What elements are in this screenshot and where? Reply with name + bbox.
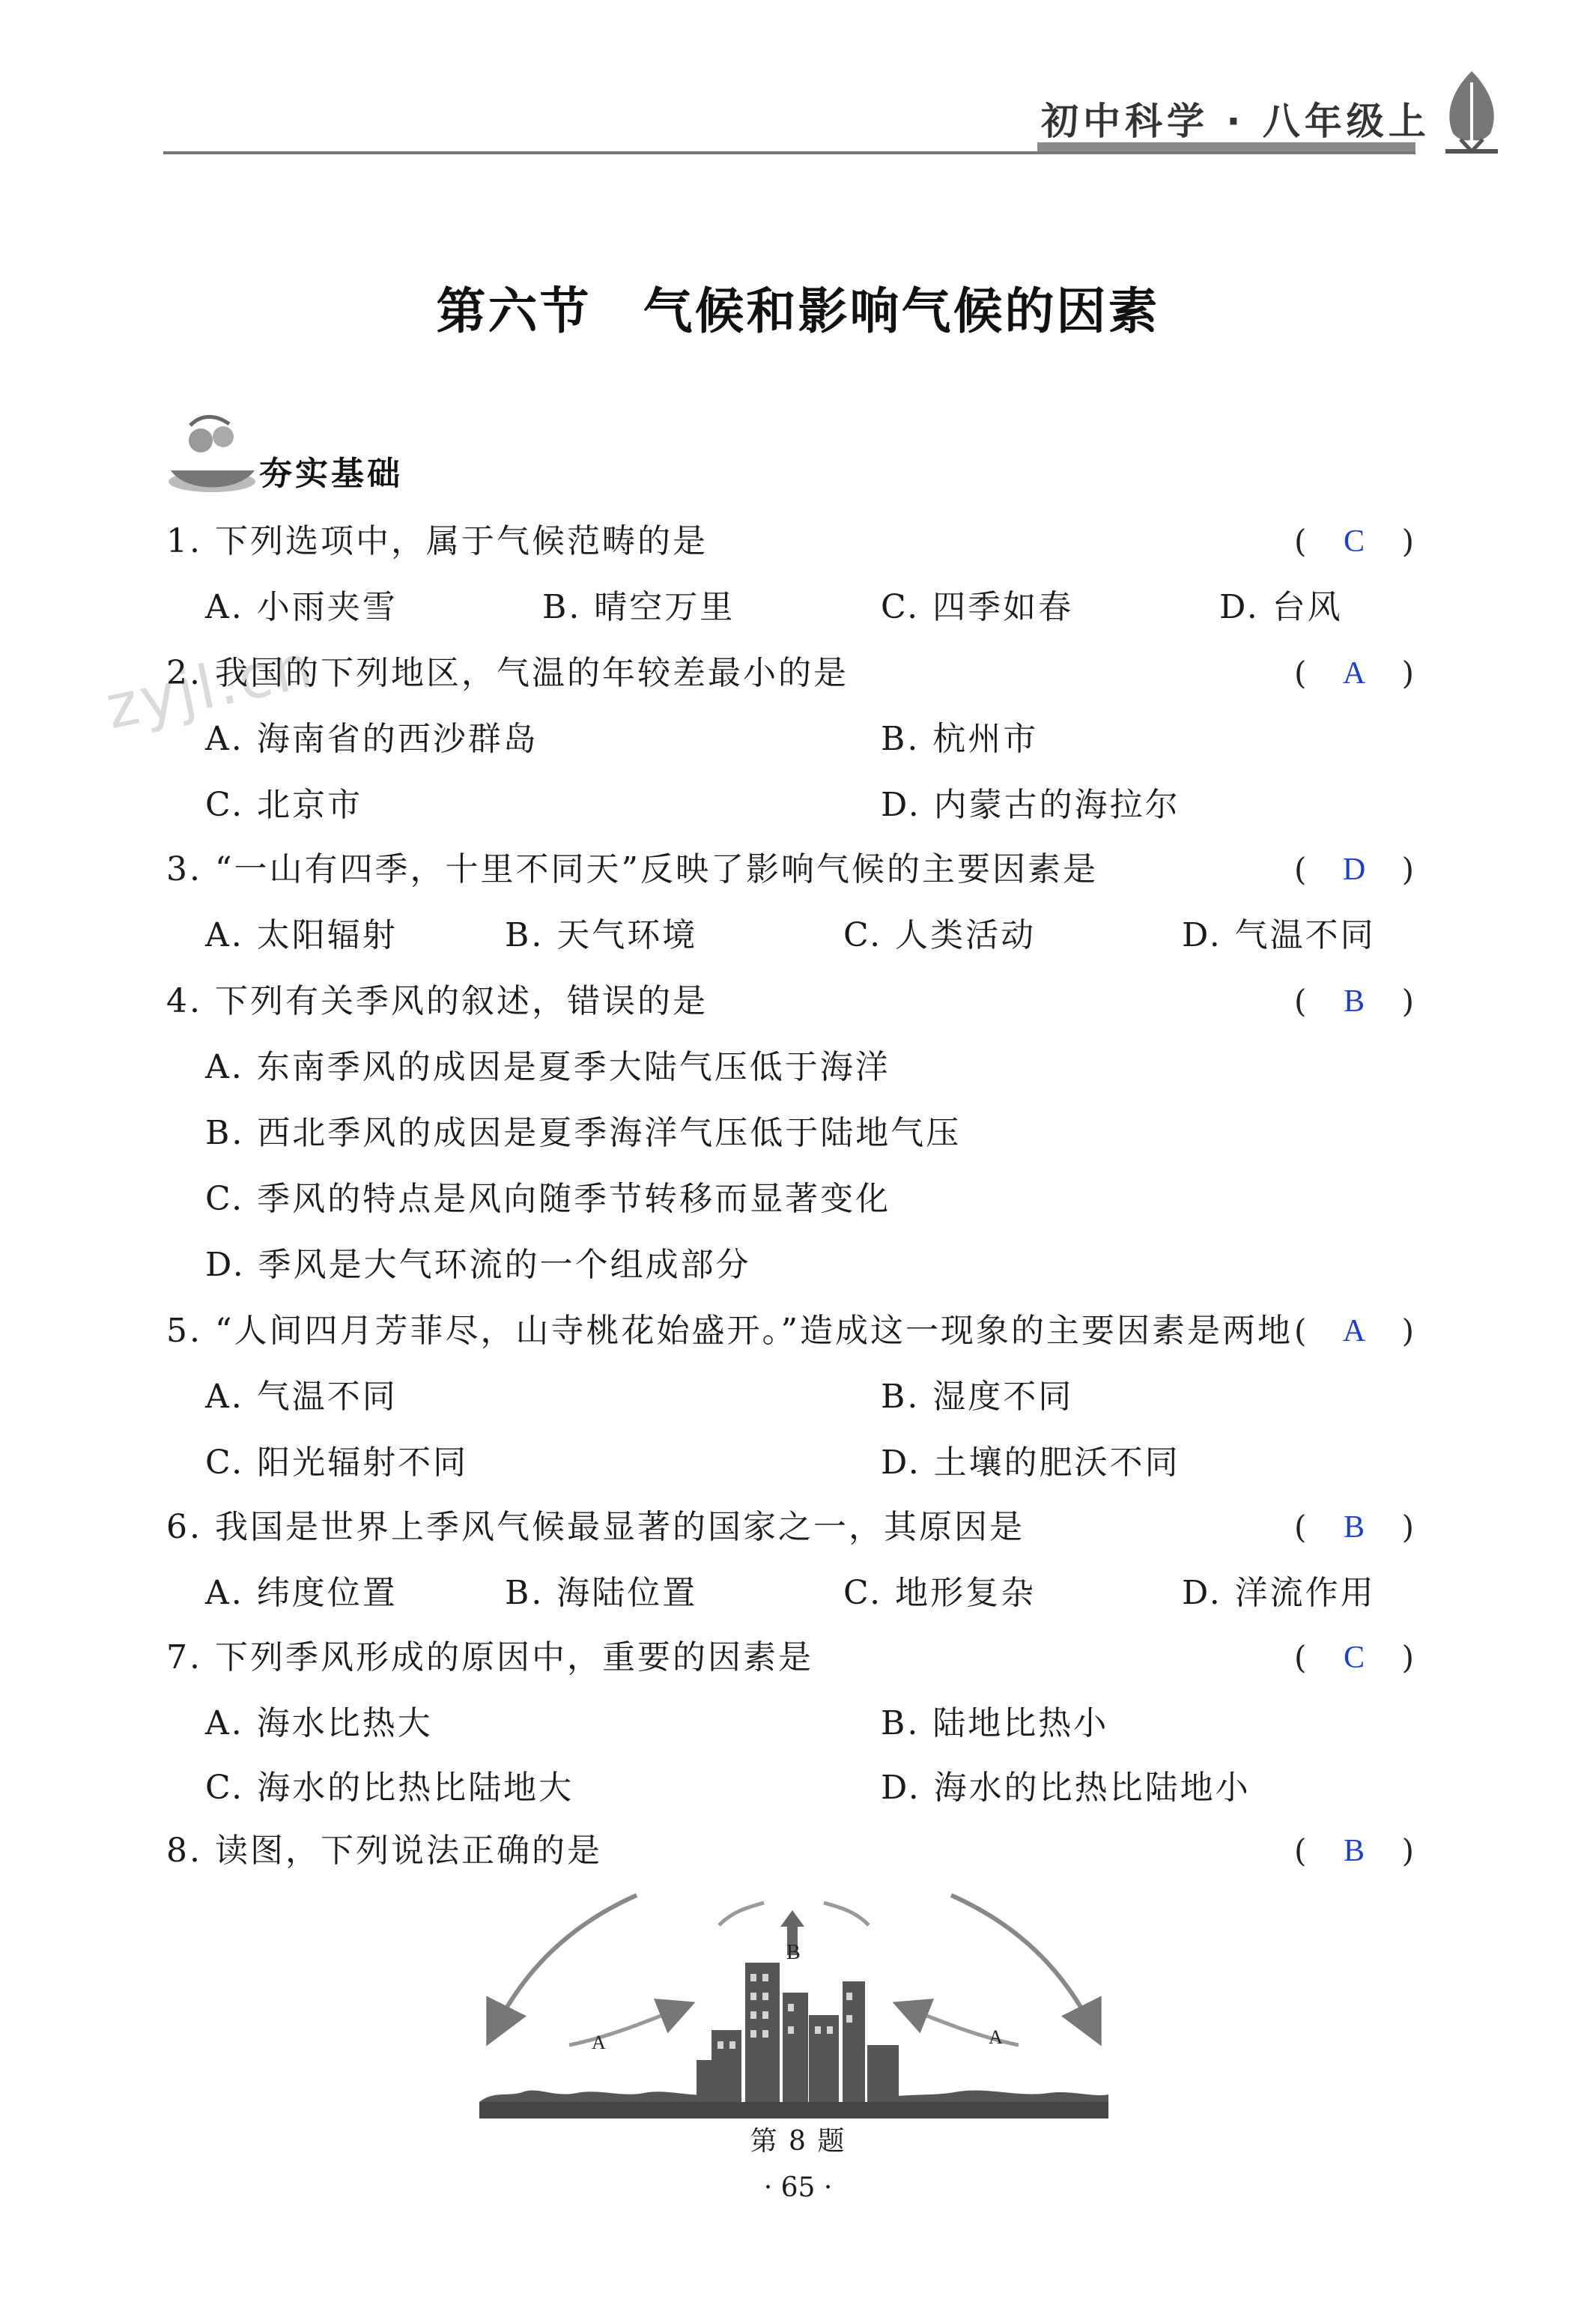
question-4-stem: 4. 下列有关季风的叙述，错误的是 xyxy=(166,982,708,1020)
question-1-option-b: B. 晴空万里 xyxy=(542,588,735,626)
question-5-option-a: A. 气温不同 xyxy=(205,1378,398,1416)
paren-close: ) xyxy=(1401,1509,1414,1545)
outflow-arrow-left xyxy=(494,1895,637,2030)
question-3-stem: 3. “一山有四季，十里不同天”反映了影响气候的主要因素是 xyxy=(166,850,1098,888)
answer-letter: B xyxy=(1343,1834,1365,1868)
question-5-option-c: C. 阳光辐射不同 xyxy=(205,1444,469,1482)
question-7-stem: 7. 下列季风形成的原因中，重要的因素是 xyxy=(166,1638,813,1676)
paren-close: ) xyxy=(1401,851,1414,888)
paren-open: ( xyxy=(1294,983,1307,1020)
block-heading-label: 夯实基础 xyxy=(259,455,403,493)
answer-letter: D xyxy=(1342,852,1366,887)
label-b: B xyxy=(786,1941,801,1964)
question-5-stem: 5. “人间四月芳菲尽，山寺桃花始盛开。”造成这一现象的主要因素是两地 xyxy=(166,1312,1293,1350)
question-2-option-c: C. 北京市 xyxy=(205,786,363,824)
question-1-option-d: D. 台风 xyxy=(1219,588,1343,626)
question-2-option-d: D. 内蒙古的海拉尔 xyxy=(881,786,1180,824)
question-1-option-c: C. 四季如春 xyxy=(881,588,1074,626)
paren-open: ( xyxy=(1294,523,1307,560)
question-3-option-d: D. 气温不同 xyxy=(1182,916,1376,954)
answer-letter: A xyxy=(1342,1314,1366,1348)
paren-close: ) xyxy=(1401,1639,1414,1676)
question-1-stem: 1. 下列选项中，属于气候范畴的是 xyxy=(166,522,708,560)
paren-open: ( xyxy=(1294,851,1307,888)
answer-letter: B xyxy=(1343,984,1365,1019)
tree-icon xyxy=(1430,67,1513,157)
question-6-option-a: A. 纬度位置 xyxy=(205,1574,398,1612)
question-4-option-d: D. 季风是大气环流的一个组成部分 xyxy=(205,1246,751,1284)
ground xyxy=(479,2102,1108,2118)
section-title: 第六节 气候和影响气候的因素 xyxy=(436,282,1160,340)
answer-letter: C xyxy=(1343,524,1365,559)
header-title: 初中科学 · 八年级上 xyxy=(1041,100,1430,143)
paren-open: ( xyxy=(1294,655,1307,691)
upper-arrow-left xyxy=(719,1903,764,1925)
question-2-option-a: A. 海南省的西沙群岛 xyxy=(205,720,538,758)
question-2-option-b: B. 杭州市 xyxy=(881,720,1039,758)
answer-letter: B xyxy=(1343,1510,1365,1545)
label-a-left: A xyxy=(592,2032,606,2053)
question-1-option-a: A. 小雨夹雪 xyxy=(205,588,398,626)
paren-open: ( xyxy=(1294,1509,1307,1545)
question-3-answer xyxy=(1294,843,1414,896)
paren-close: ) xyxy=(1401,1832,1414,1869)
paren-close: ) xyxy=(1401,523,1414,560)
question-6-answer xyxy=(1294,1501,1414,1554)
question-4-answer xyxy=(1294,975,1414,1028)
paren-close: ) xyxy=(1401,655,1414,691)
question-5-option-b: B. 湿度不同 xyxy=(881,1378,1074,1416)
question-1-answer xyxy=(1294,515,1414,568)
answer-letter: A xyxy=(1342,656,1366,691)
header-rule xyxy=(163,151,1416,154)
block-heading xyxy=(163,411,463,500)
question-7-option-c: C. 海水的比热比陆地大 xyxy=(205,1769,574,1807)
inflow-arrow-left xyxy=(569,2008,682,2045)
outflow-arrow-right xyxy=(951,1895,1093,2030)
question-7-option-d: D. 海水的比热比陆地小 xyxy=(881,1769,1251,1807)
watermark: zyjl.cn xyxy=(100,630,321,743)
question-6-option-d: D. 洋流作用 xyxy=(1182,1574,1376,1612)
question-7-answer xyxy=(1294,1632,1414,1684)
question-4-option-c: C. 季风的特点是风向随季节转移而显著变化 xyxy=(205,1180,891,1218)
question-7-option-a: A. 海水比热大 xyxy=(205,1704,433,1742)
paren-open: ( xyxy=(1294,1832,1307,1869)
upper-arrow-right xyxy=(824,1903,869,1925)
question-6-option-c: C. 地形复杂 xyxy=(843,1574,1037,1612)
answer-letter: C xyxy=(1343,1641,1365,1675)
page-number: · 65 · xyxy=(763,2172,833,2203)
paren-open: ( xyxy=(1294,1639,1307,1676)
paren-open: ( xyxy=(1294,1312,1307,1349)
heat-island-figure xyxy=(479,1880,1108,2120)
question-2-stem: 2. 我国的下列地区，气温的年较差最小的是 xyxy=(166,654,849,692)
question-2-answer xyxy=(1294,647,1414,700)
paren-close: ) xyxy=(1401,1312,1414,1349)
question-8-answer xyxy=(1294,1825,1414,1877)
label-a-right: A xyxy=(989,2026,1003,2048)
paren-close: ) xyxy=(1401,983,1414,1020)
question-3-option-a: A. 太阳辐射 xyxy=(205,916,398,954)
boat-icon xyxy=(163,411,261,500)
question-4-option-a: A. 东南季风的成因是夏季大陆气压低于海洋 xyxy=(205,1048,890,1086)
question-4-option-b: B. 西北季风的成因是夏季海洋气压低于陆地气压 xyxy=(205,1114,962,1152)
question-5-option-d: D. 土壤的肥沃不同 xyxy=(881,1444,1180,1482)
question-6-option-b: B. 海陆位置 xyxy=(505,1574,698,1612)
question-3-option-b: B. 天气环境 xyxy=(505,916,698,954)
figure-caption: 第 8 题 xyxy=(750,2126,846,2157)
city-buildings xyxy=(697,1963,899,2102)
question-5-answer xyxy=(1294,1305,1414,1357)
question-6-stem: 6. 我国是世界上季风气候最显著的国家之一，其原因是 xyxy=(166,1508,1025,1546)
question-7-option-b: B. 陆地比热小 xyxy=(881,1704,1109,1742)
question-8-stem: 8. 读图，下列说法正确的是 xyxy=(166,1832,602,1870)
question-3-option-c: C. 人类活动 xyxy=(843,916,1037,954)
